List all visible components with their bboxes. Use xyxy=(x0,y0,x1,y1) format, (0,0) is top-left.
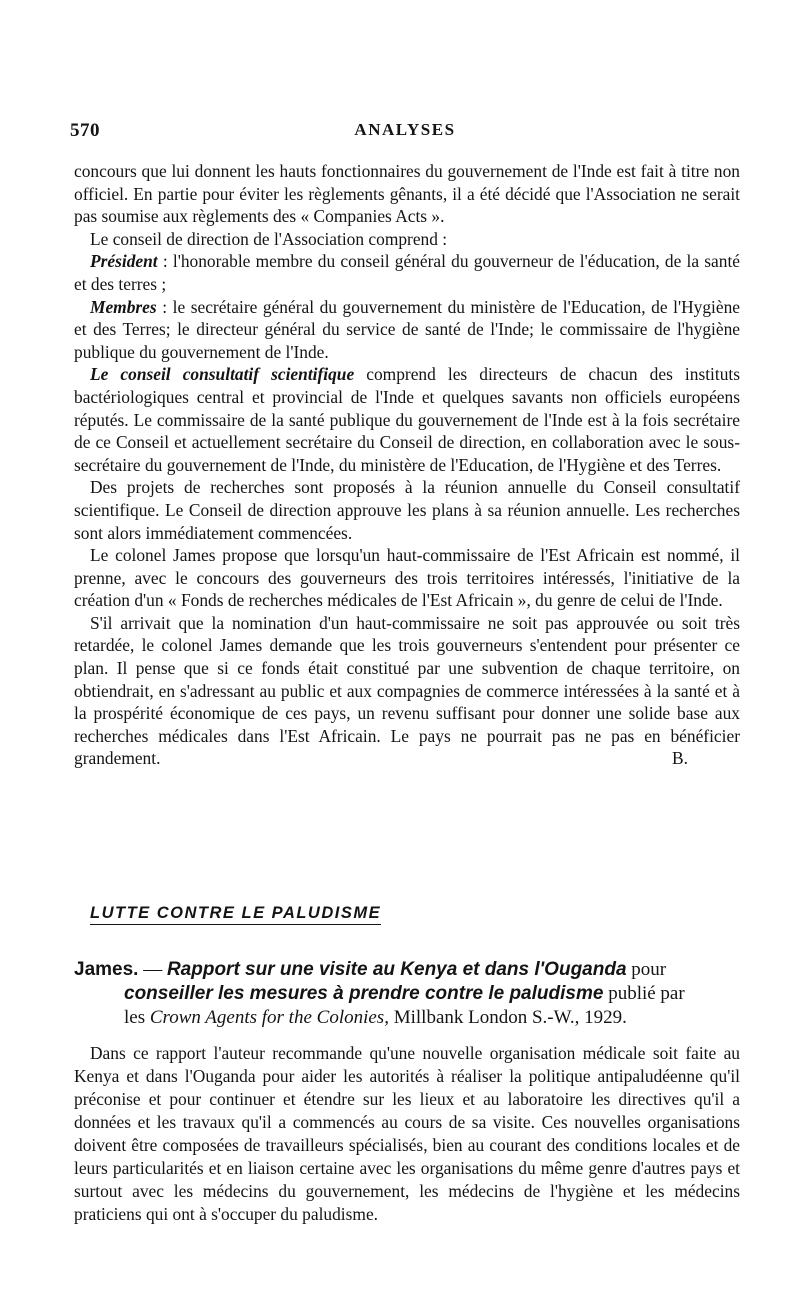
page-header xyxy=(70,120,740,144)
citation-dash: — xyxy=(138,959,167,980)
citation-line-1 xyxy=(74,958,740,982)
paragraph-fund: S'il arrivait que la nomination d'un haut-commissaire ne soit pas approuvée ou soit très retardée, le colonel James demande que les trois gouverneurs s'entendent pour présenter ce plan. Il pense que si ce fonds était constitué par une subvention de chaque territoire, on obtiendrait, en s'adressant au public et aux compagnies de commerce intéressées à la santé et à la prospérité économique de ces pays, un revenu suffisant pour donner une solide base aux recherches médicales dans l'Est Africain. Le pays ne pourrait pas ne pas en bénéficier grandement. xyxy=(74,612,740,769)
citation-line-2 xyxy=(74,982,740,1006)
reviewer-signature: B. xyxy=(672,748,688,769)
paragraph-members xyxy=(74,296,740,364)
paragraph-proposal: Le colonel James propose que lorsqu'un haut-commissaire de l'Est Africain est nommé, il prenne, avec le concours des gouverneurs des trois territoires intéressés, l'initiative de la création d'un « Fonds de recherches médicales de l'Est Africain », du genre de celui de l'Inde. xyxy=(74,545,740,611)
citation-author: James. xyxy=(74,959,139,980)
citation-title-part-1: Rapport sur une visite au Kenya et dans l'Ouganda xyxy=(166,959,627,980)
president-text: : l'honorable membre du conseil général du gouverneur de l'éducation, de la santé et des terres ; xyxy=(74,251,740,294)
citation-publisher: Millbank London S.-W., 1929. xyxy=(388,1007,627,1028)
bibliographic-citation xyxy=(74,958,740,1030)
citation-title-tail-2: publié par xyxy=(603,983,685,1004)
section-heading: LUTTE CONTRE LE PALUDISME xyxy=(90,904,381,925)
running-head: ANALYSES xyxy=(354,120,456,139)
citation-line3-pre: les xyxy=(124,1007,150,1028)
citation-title-tail-1: pour xyxy=(626,959,667,980)
scientific-council-text: comprend les directeurs de chacun des instituts bactériologiques central et provincial de l'Inde et quelques savants non officiels européens réputés. Le commissaire de la santé publique du gouvernement de l'Inde est à la fois secrétaire de ce Conseil et actuellement secrétaire du Conseil de direction, en collaboration avec le sous-secrétaire du gouvernement de l'Inde, du ministère de l'Education, de l'Hygiène et des Terres. xyxy=(74,364,740,475)
president-label: Président xyxy=(90,251,158,272)
paragraph-board-intro: Le conseil de direction de l'Association comprend : xyxy=(90,228,448,249)
citation-title-part-2: conseiller les mesures à prendre contre le paludisme xyxy=(124,983,604,1004)
citation-line-3 xyxy=(74,1006,740,1030)
abstract-paragraph: Dans ce rapport l'auteur recommande qu'une nouvelle organisation médicale soit faite au Kenya et dans l'Ouganda pour aider les autorités à réaliser la politique antipaludéenne qu'il préconise et pour continuer et étendre sur les lieux et au laboratoire les directives qu'il a données et les travaux qu'il a commencés au cours de sa visite. Ces nouvelles organisations doivent être composées de travailleurs spécialisés, bien au courant des conditions locales et de leurs particularités et en liaison certaine avec les organisations du même genre d'autres pays et surtout avec les médecins du gouvernement, les médecins de l'hygiène et les médecins praticiens qui ont à s'occuper du paludisme. xyxy=(74,1043,740,1224)
continued-review-text xyxy=(74,160,740,770)
paragraph-funding: concours que lui donnent les hauts fonctionnaires du gouvernement de l'Inde est fait à titre non officiel. En partie pour éviter les règlements gênants, il a été décidé que l'Association ne serait pas soumise aux règlements des « Companies Acts ». xyxy=(74,161,740,227)
citation-series: Crown Agents for the Colonies, xyxy=(149,1007,389,1028)
paragraph-scientific-council xyxy=(74,363,740,476)
scientific-council-label: Le conseil consultatif scientifique xyxy=(90,364,355,385)
paragraph-research-projects: Des projets de recherches sont proposés à la réunion annuelle du Conseil consultatif scientifique. Le Conseil de direction approuve les plans à sa réunion annuelle. Les recherches sont alors immédiatement commencées. xyxy=(74,477,740,543)
members-label: Membres xyxy=(90,296,157,317)
abstract-text xyxy=(74,1042,740,1226)
members-text: : le secrétaire général du gouvernement du ministère de l'Education, de l'Hygiène et des Terres; le directeur général du service de santé de l'Inde; le commissaire de l'hygiène publique du gouvernement de l'Inde. xyxy=(74,296,740,362)
paragraph-president xyxy=(74,250,740,295)
page-number: 570 xyxy=(70,120,100,141)
